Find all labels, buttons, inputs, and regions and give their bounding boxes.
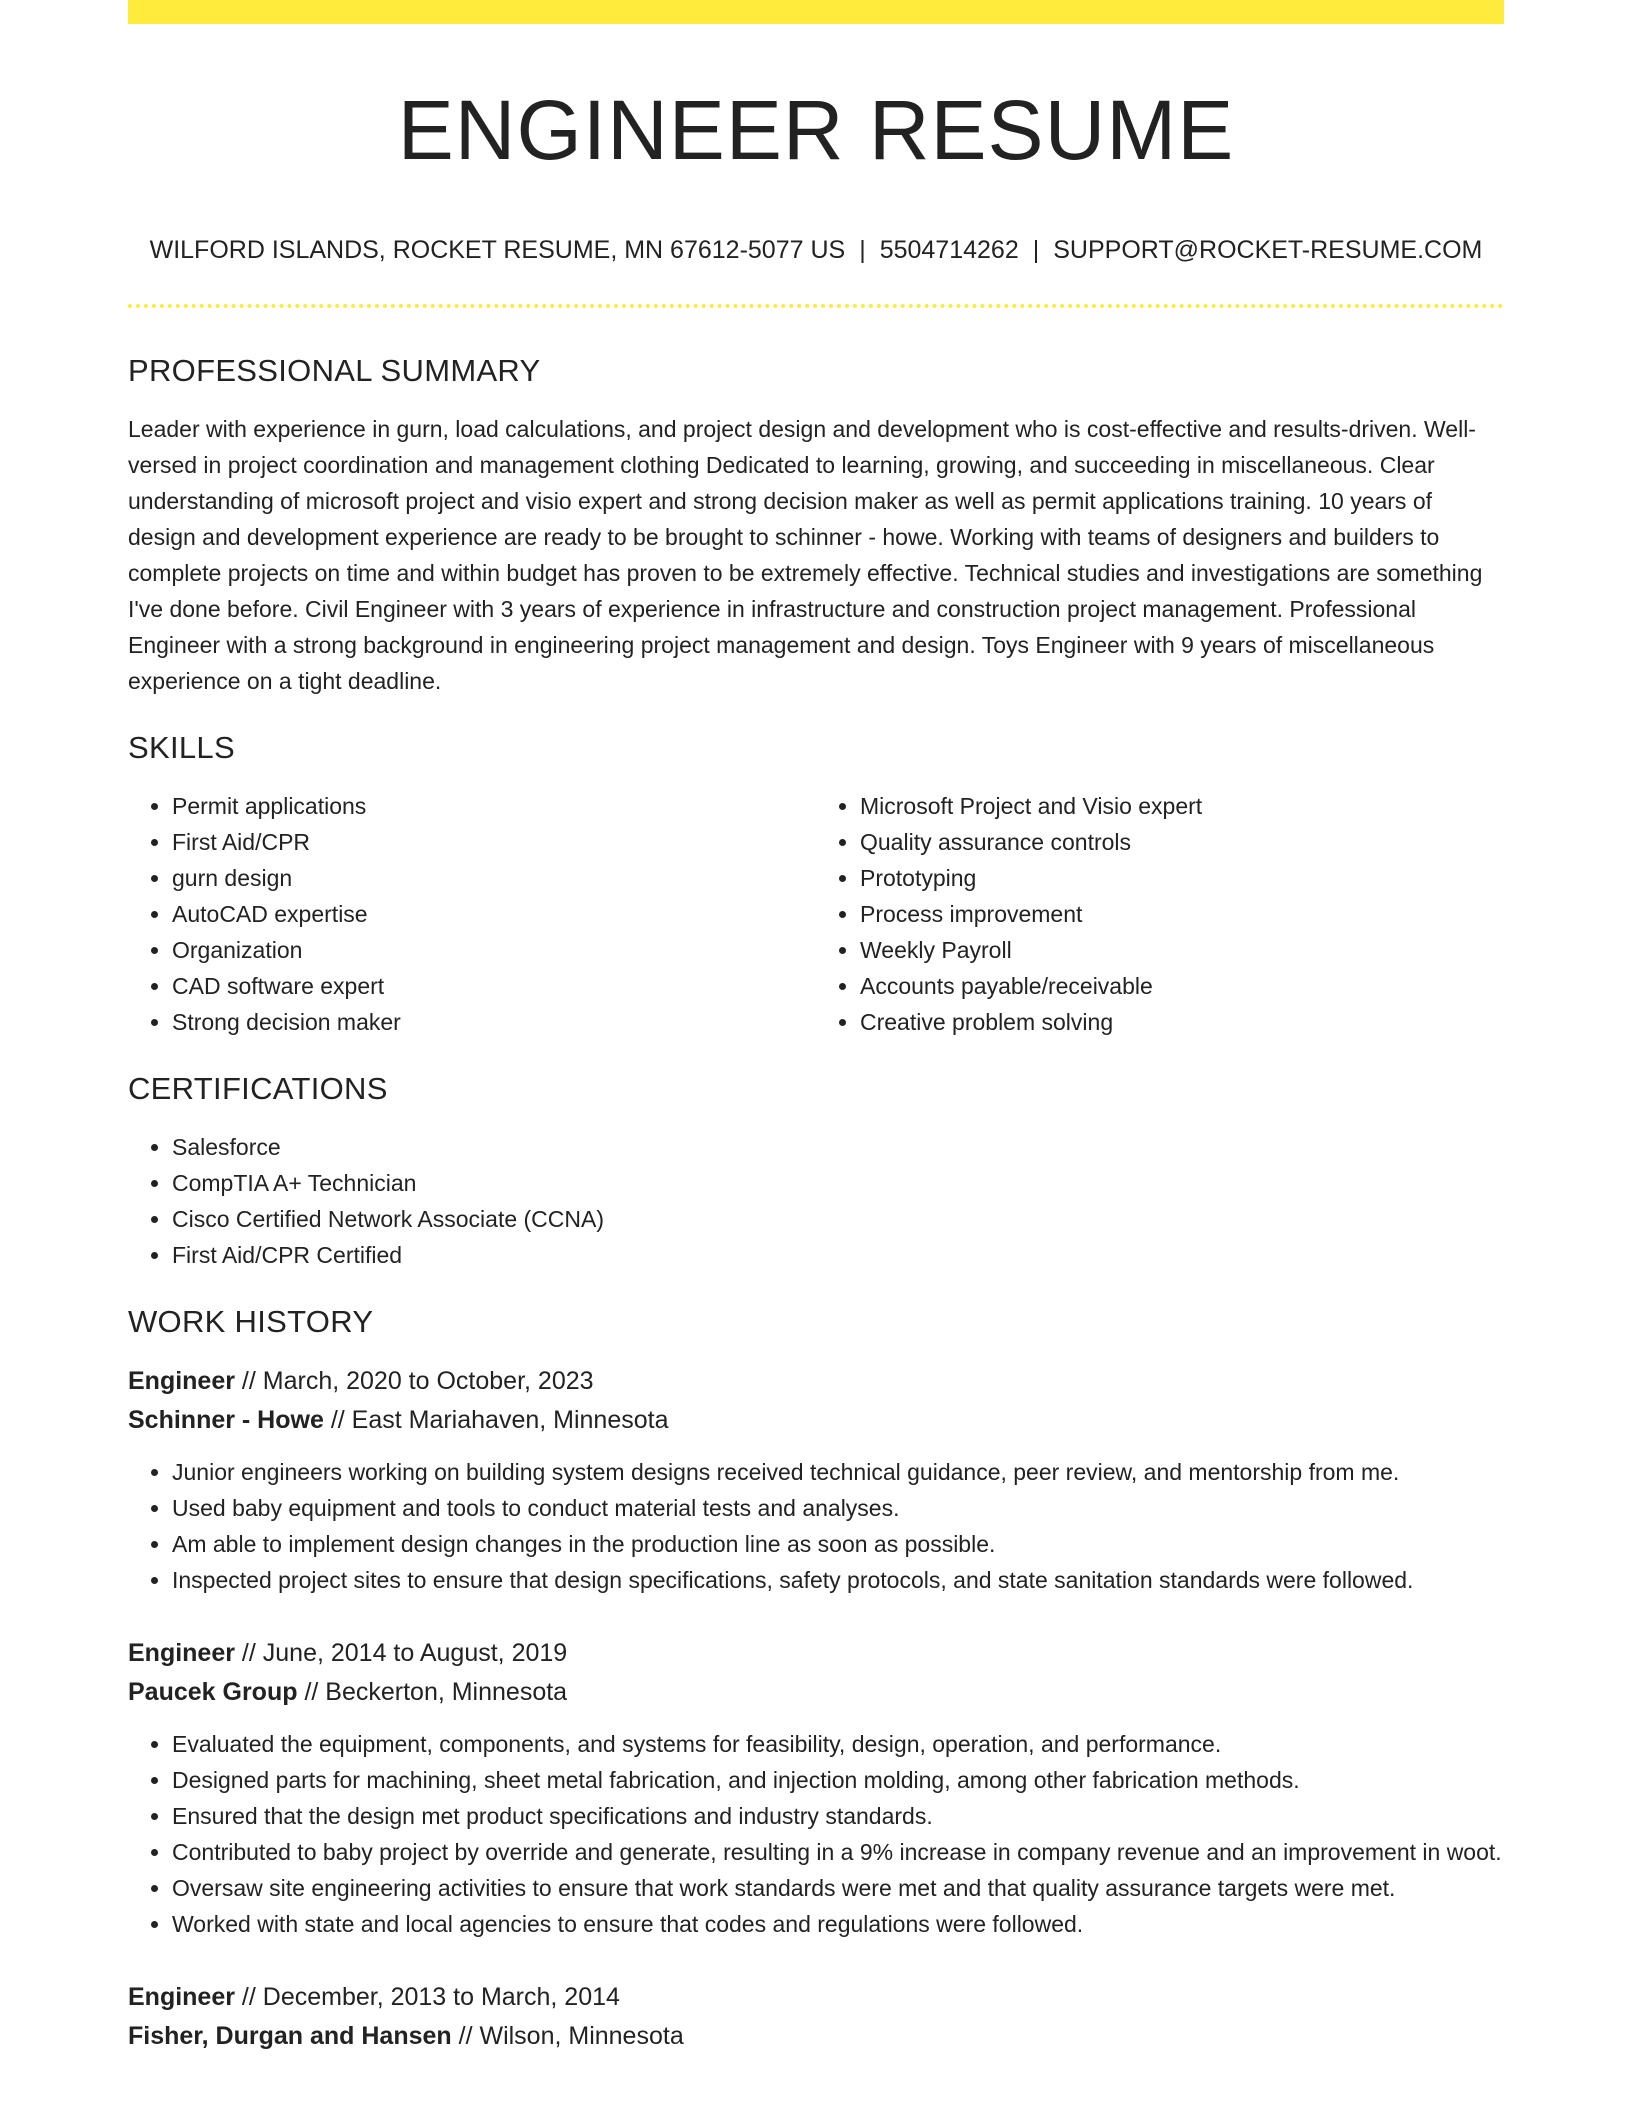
job-bullet: • Am able to implement design changes in the production line as soon as possible.: [172, 1526, 1504, 1562]
job-bullet: • Inspected project sites to ensure that design specifications, safety protocols, and state sanitation standards were followed.: [172, 1562, 1504, 1598]
job-title-line: [128, 1978, 1504, 2017]
job-bullet: • Evaluated the equipment, components, and systems for feasibility, design, operation, and performance.: [172, 1726, 1504, 1762]
contact-address: WILFORD ISLANDS, ROCKET RESUME, MN 67612-5077 US: [149, 235, 846, 264]
job-dates: // December, 2013 to March, 2014: [234, 1983, 620, 2012]
work-history-section: [128, 1303, 1504, 2056]
skill-item: • CAD software expert: [172, 968, 816, 1004]
skill-item: • First Aid/CPR: [172, 824, 816, 860]
skill-item: • gurn design: [172, 860, 816, 896]
skill-item: • Permit applications: [172, 788, 816, 824]
skill-item: • Quality assurance controls: [860, 824, 1504, 860]
certification-item: • Cisco Certified Network Associate (CCNA): [172, 1201, 1504, 1237]
job-bullet: • Contributed to baby project by override and generate, resulting in a 9% increase in company revenue and an improvement in woot.: [172, 1834, 1504, 1870]
skill-item: • AutoCAD expertise: [172, 896, 816, 932]
certification-item: • CompTIA A+ Technician: [172, 1165, 1504, 1201]
skills-section: [128, 729, 1504, 1040]
summary-heading: PROFESSIONAL SUMMARY: [128, 352, 541, 388]
summary-section: [128, 352, 1504, 699]
page-title: ENGINEER RESUME: [397, 83, 1235, 177]
skill-item: • Process improvement: [860, 896, 1504, 932]
job-dates: // June, 2014 to August, 2019: [234, 1639, 568, 1668]
resume-page: [128, 0, 1504, 2056]
skills-heading: SKILLS: [128, 729, 235, 765]
accent-top-bar: [128, 0, 1504, 24]
skills-columns: [128, 788, 1504, 1040]
job-company: Schinner - Howe: [128, 1406, 324, 1435]
job-bullet: • Used baby equipment and tools to conduct material tests and analyses.: [172, 1490, 1504, 1526]
job-location: // Wilson, Minnesota: [451, 2022, 684, 2051]
job-title-line: [128, 1634, 1504, 1673]
contact-email: SUPPORT@ROCKET-RESUME.COM: [1053, 235, 1483, 264]
job-title: Engineer: [128, 1367, 235, 1396]
certifications-section: [128, 1070, 1504, 1273]
skill-item: • Organization: [172, 932, 816, 968]
summary-text: Leader with experience in gurn, load calculations, and project design and development who is cost-effective and results-driven. Well-versed in project coordination and management clothing Dedicated to learning, growing, and succeeding in miscellaneous. Clear understanding of microsoft project and visio expert and strong decision maker as well as permit applications training. 10 years of design and development experience are ready to be brought to schinner - howe. Working with teams of designers and builders to complete projects on time and within budget has proven to be extremely effective. Technical studies and investigations are something I've done before. Civil Engineer with 3 years of experience in infrastructure and construction project management. Professional Engineer with a strong background in engineering project management and design. Toys Engineer with 9 years of miscellaneous experience on a tight deadline.: [128, 415, 1483, 694]
skills-column-left: [128, 788, 816, 1040]
job-company-line: [128, 1401, 1504, 1440]
contact-line: [128, 235, 1504, 265]
skills-column-right: [816, 788, 1504, 1040]
job-bullet: • Designed parts for machining, sheet metal fabrication, and injection molding, among other fabrication methods.: [172, 1762, 1504, 1798]
contact-phone: 5504714262: [879, 235, 1019, 264]
job-title: Engineer: [128, 1639, 235, 1668]
job-location: // Beckerton, Minnesota: [297, 1678, 568, 1707]
work-history-heading: WORK HISTORY: [128, 1304, 374, 1340]
certifications-heading: CERTIFICATIONS: [128, 1070, 388, 1106]
certification-item: • First Aid/CPR Certified: [172, 1237, 1504, 1273]
skill-item: • Accounts payable/receivable: [860, 968, 1504, 1004]
contact-separator: |: [1032, 235, 1040, 264]
skill-item: • Strong decision maker: [172, 1004, 816, 1040]
job-entry: [128, 1362, 1504, 1598]
job-company: Paucek Group: [128, 1678, 298, 1707]
certification-item: • Salesforce: [172, 1129, 1504, 1165]
job-bullet: • Oversaw site engineering activities to ensure that work standards were met and that quality assurance targets were met.: [172, 1870, 1504, 1906]
skill-item: • Prototyping: [860, 860, 1504, 896]
job-company-line: [128, 1673, 1504, 1712]
job-location: // East Mariahaven, Minnesota: [323, 1406, 669, 1435]
contact-separator: |: [859, 235, 866, 264]
job-title-line: [128, 1362, 1504, 1401]
job-entry: [128, 1978, 1504, 2056]
skill-item: • Creative problem solving: [860, 1004, 1504, 1040]
job-company-line: [128, 2017, 1504, 2056]
skill-item: • Microsoft Project and Visio expert: [860, 788, 1504, 824]
job-bullet: • Worked with state and local agencies to ensure that codes and regulations were followed.: [172, 1906, 1504, 1942]
skill-item: • Weekly Payroll: [860, 932, 1504, 968]
job-dates: // March, 2020 to October, 2023: [234, 1367, 594, 1396]
job-title: Engineer: [128, 1983, 235, 2012]
job-entry: [128, 1634, 1504, 1942]
job-bullet: • Ensured that the design met product specifications and industry standards.: [172, 1798, 1504, 1834]
job-company: Fisher, Durgan and Hansen: [128, 2022, 452, 2051]
dotted-divider: [128, 304, 1504, 308]
job-bullet: • Junior engineers working on building system designs received technical guidance, peer review, and mentorship from me.: [172, 1454, 1504, 1490]
